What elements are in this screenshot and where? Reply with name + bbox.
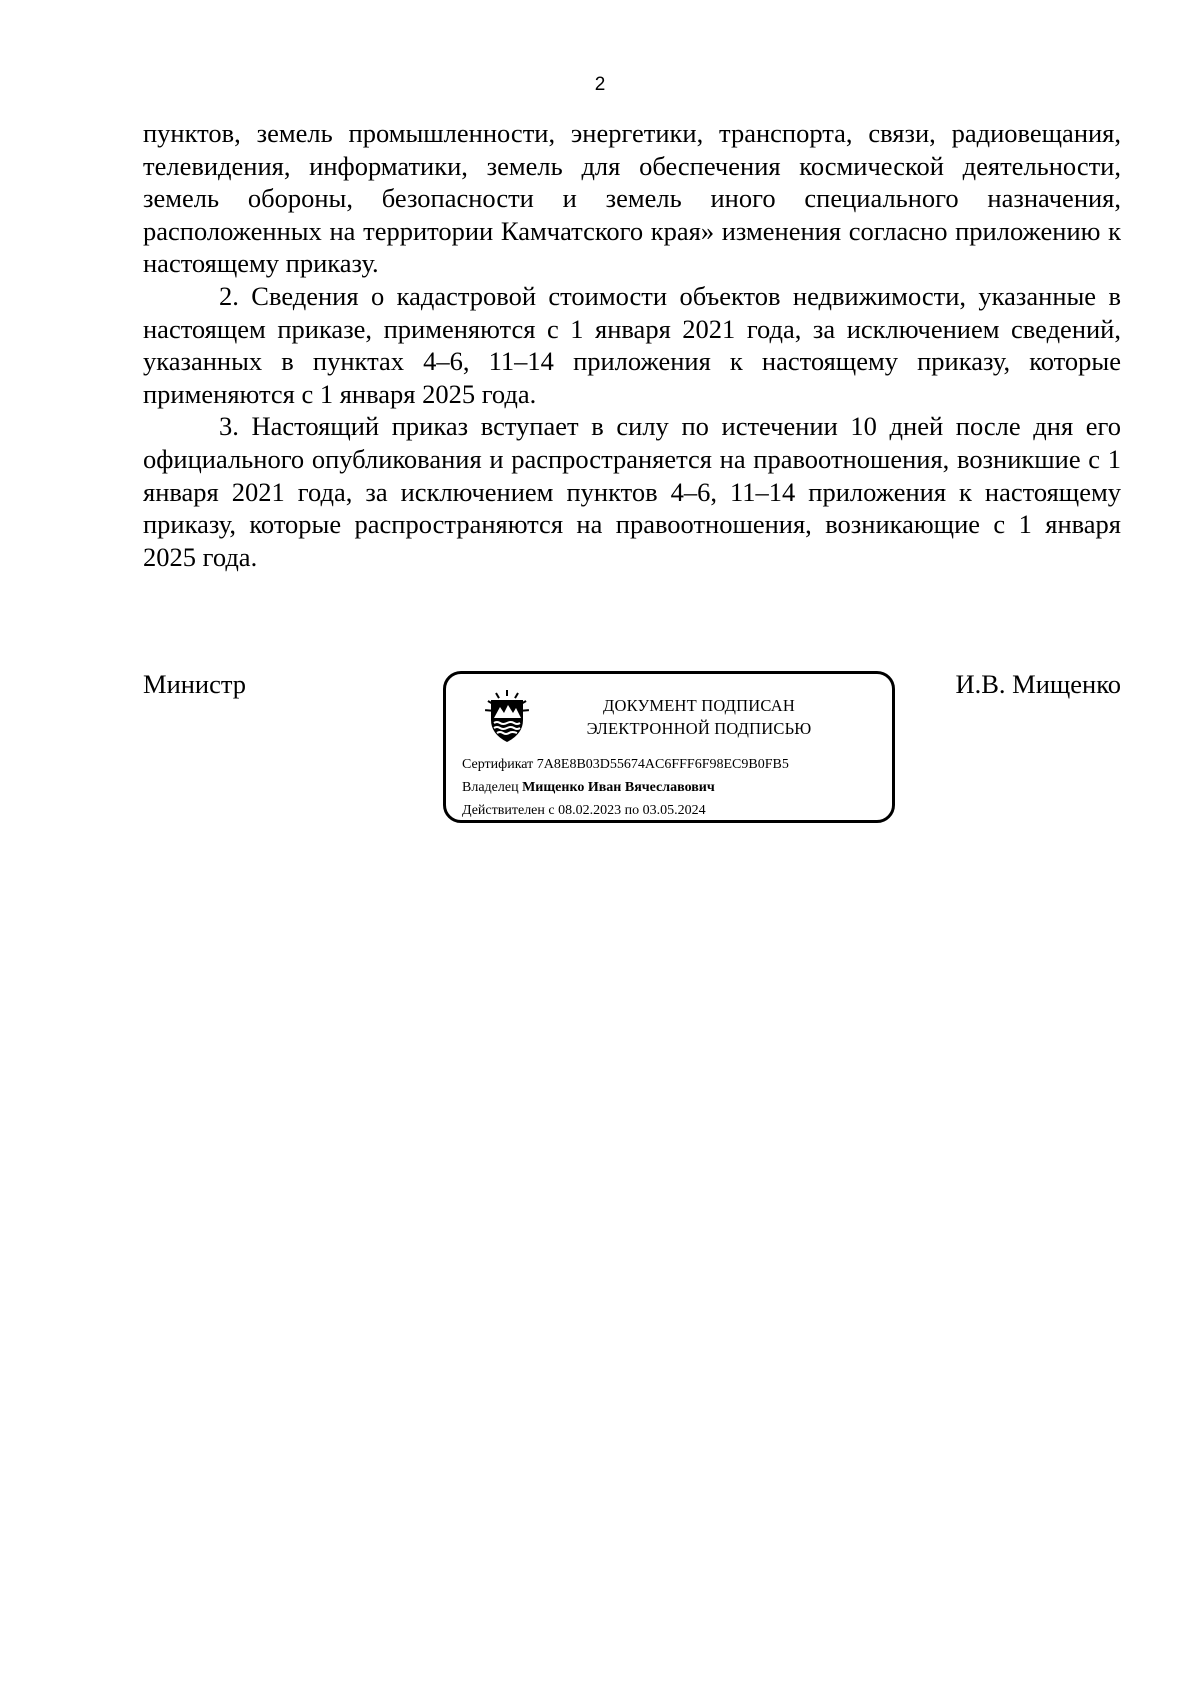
- valid-from: 08.02.2023: [558, 803, 622, 818]
- page-number: 2: [594, 74, 606, 95]
- paragraph-continuation: пунктов, земель промышленности, энергетики, транспорта, связи, радиовещания, телевидения, информатики, земель для обеспечения космической деятельности, земель обороны, безопасности и земель иного специального назначения, расположенных на территории Камчатского края» изменения согласно приложению к настоящему приказу.: [143, 118, 1121, 279]
- stamp-heading: [544, 694, 854, 740]
- document-body: [143, 117, 1121, 573]
- certificate-label: Сертификат: [462, 757, 534, 772]
- stamp-heading-line-1: ДОКУМЕНТ ПОДПИСАН: [603, 696, 795, 715]
- kamchatka-emblem-icon: [483, 690, 531, 744]
- valid-label: Действителен с: [462, 803, 555, 818]
- valid-to: 03.05.2024: [642, 803, 706, 818]
- paragraph-item-2: 2. Сведения о кадастровой стоимости объектов недвижимости, указанные в настоящем приказе, применяются с 1 января 2021 года, за исключением сведений, указанных в пунктах 4–6, 11–14 приложения к настоящему приказу, которые применяются с 1 января 2025 года.: [143, 280, 1121, 409]
- stamp-heading-line-2: ЭЛЕКТРОННОЙ ПОДПИСЬЮ: [586, 719, 812, 738]
- owner-label: Владелец: [462, 780, 519, 795]
- paragraph-item-3: 3. Настоящий приказ вступает в силу по истечении 10 дней после дня его официального опубликования и распространяется на правоотношения, возникшие с 1 января 2021 года, за исключением пунктов 4–6, 11–14 приложения к настоящему приказу, которые распространяются на правоотношения, возникающие с 1 января 2025 года.: [143, 411, 1121, 572]
- stamp-certificate: [462, 755, 789, 775]
- signer-name: И.В. Мищенко: [955, 669, 1121, 699]
- stamp-owner: [462, 778, 715, 798]
- signature-block: [143, 668, 1121, 838]
- certificate-value: 7A8E8B03D55674AC6FFF6F98EC9B0FB5: [536, 757, 789, 772]
- owner-value: Мищенко Иван Вячеславович: [522, 780, 715, 795]
- signer-position: Министр: [143, 669, 247, 699]
- electronic-signature-stamp: [443, 671, 895, 823]
- valid-to-label: по: [624, 803, 640, 818]
- stamp-validity: [462, 801, 706, 821]
